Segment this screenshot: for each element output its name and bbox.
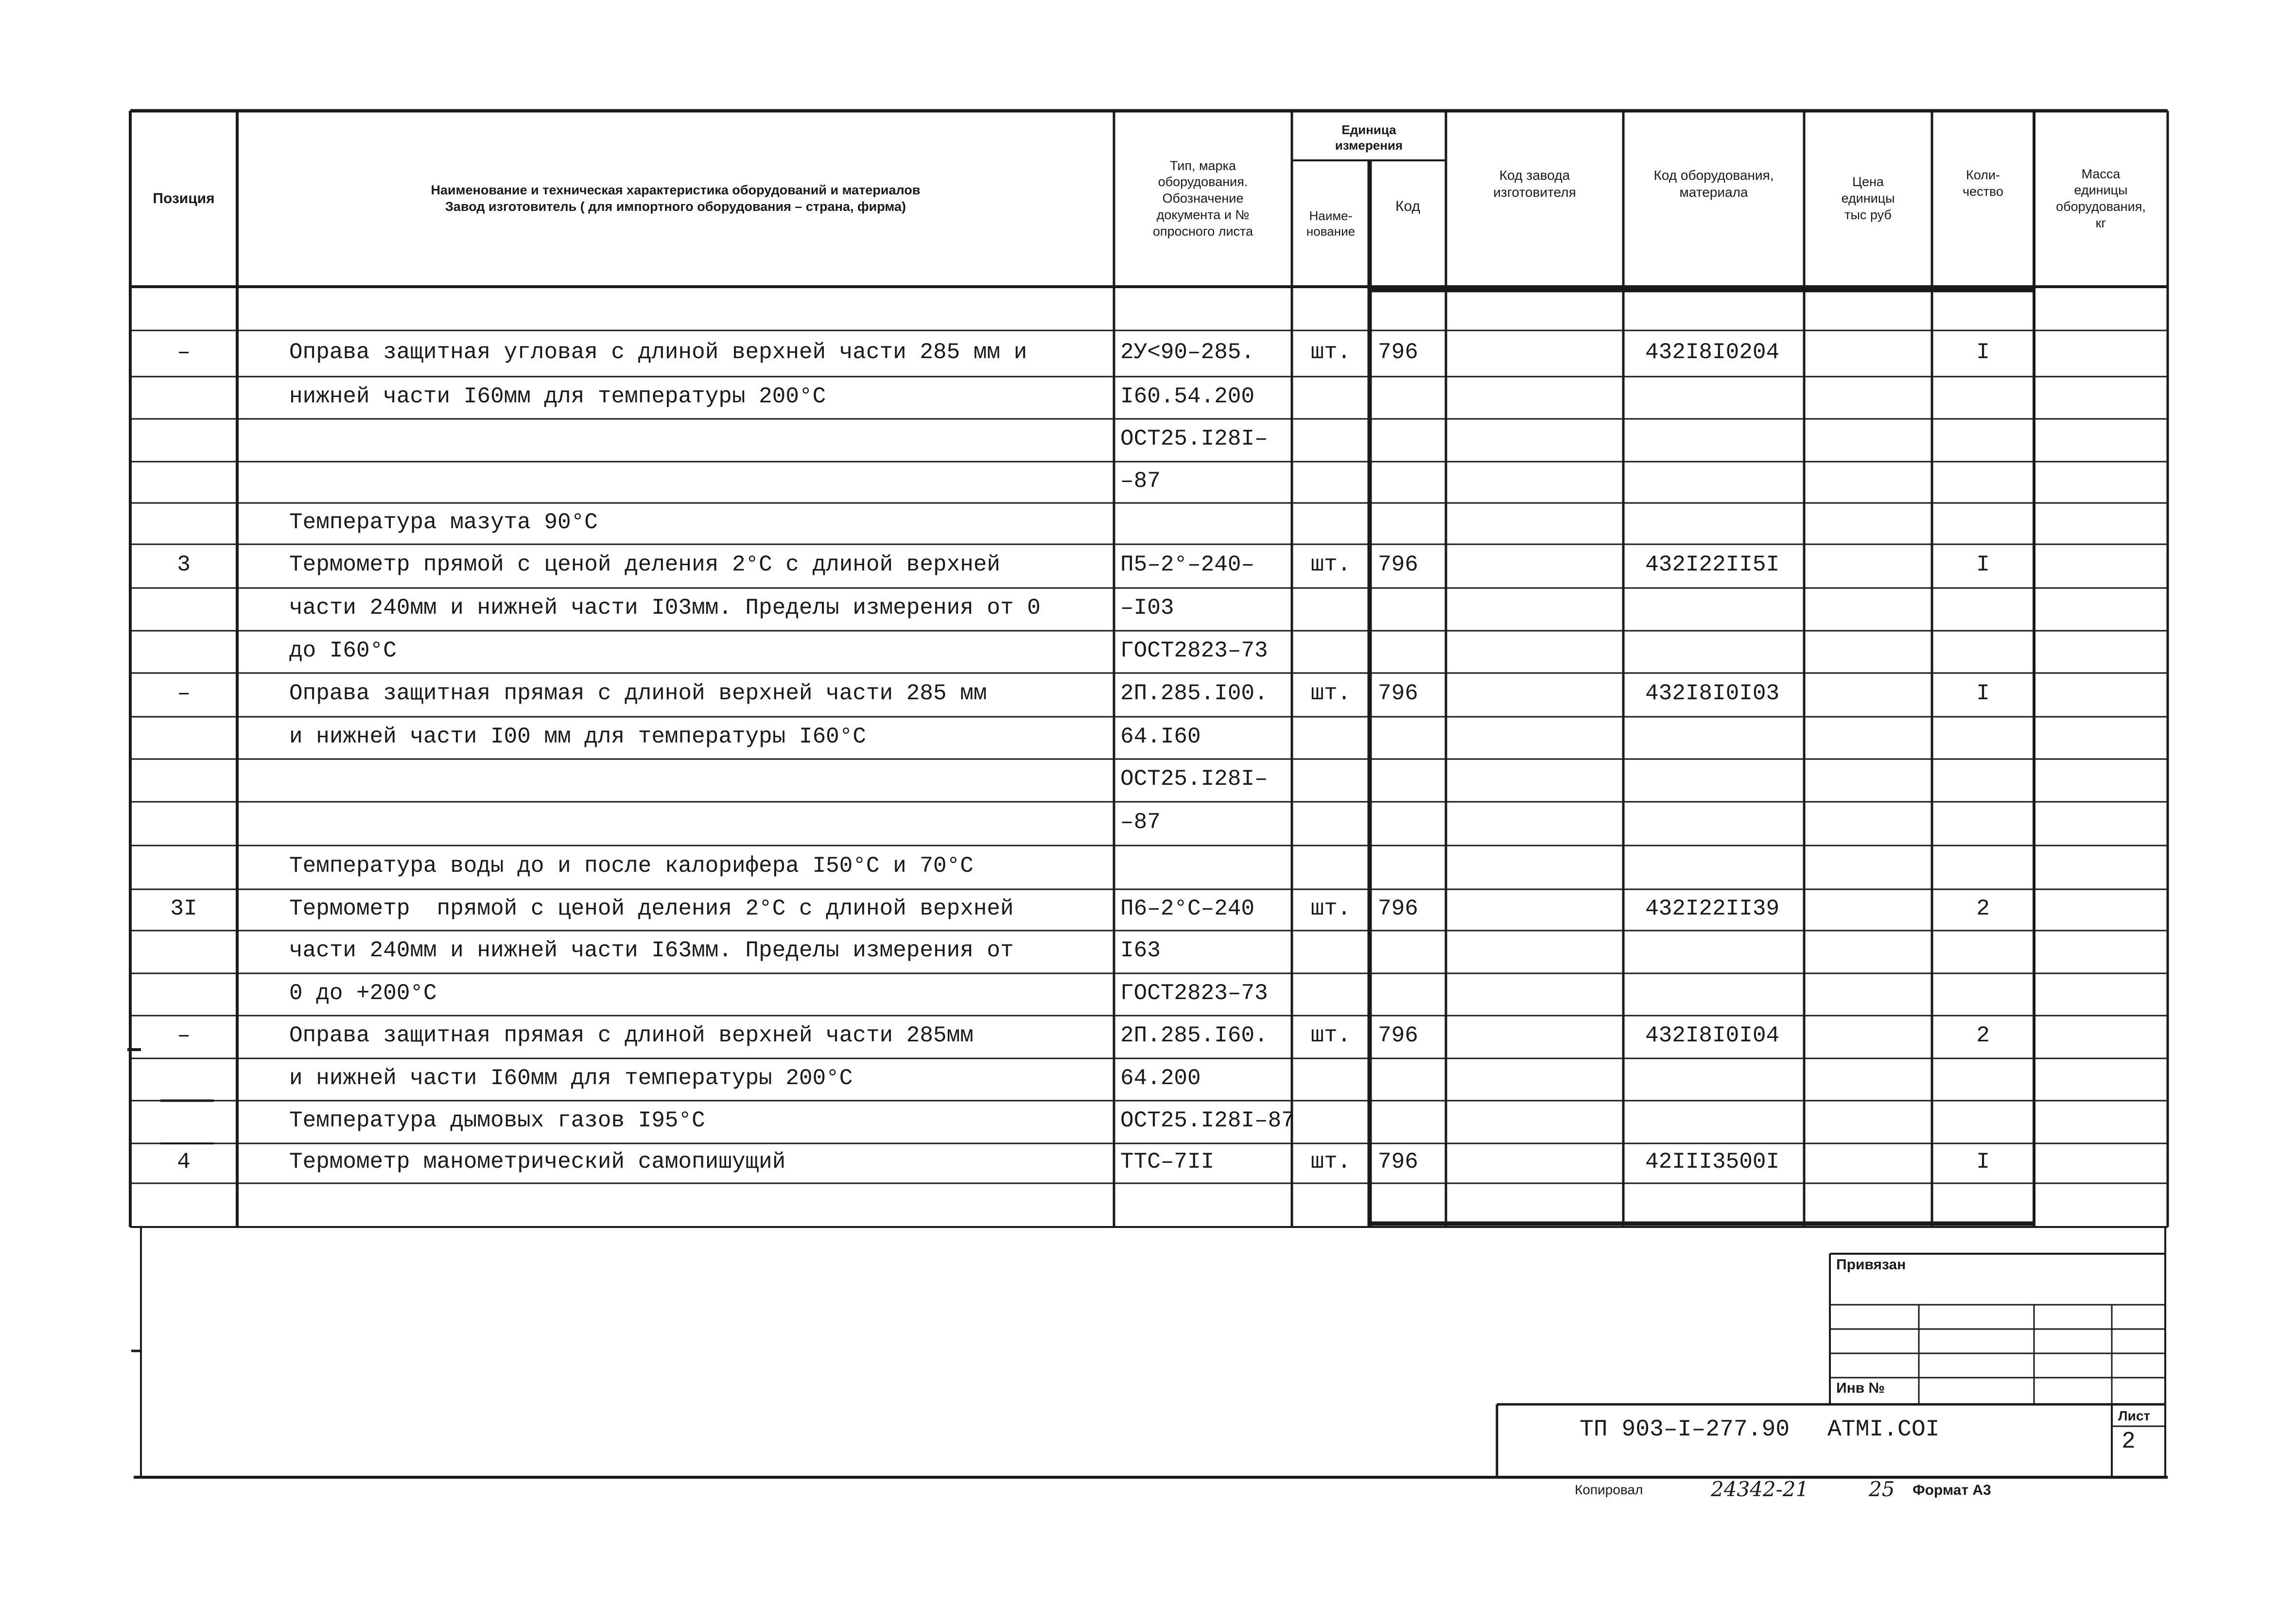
header-factory-code: Код завода изготовителя: [1493, 168, 1576, 200]
cell-qty: 2: [1976, 896, 1990, 921]
cell-type: П6–2°С–240: [1120, 896, 1255, 921]
cell-unit: шт.: [1310, 552, 1351, 577]
cell-qty: 2: [1976, 1023, 1990, 1048]
cell-pos: –: [177, 681, 191, 706]
cell-name: и нижней части I60мм для температуры 200°С: [289, 1066, 853, 1091]
cell-type: П5–2°–240–: [1120, 552, 1255, 577]
footer-copied: Копировал: [1575, 1482, 1643, 1497]
footer-format: Формат А3: [1913, 1482, 1991, 1498]
cell-name: Температура мазута 90°С: [289, 510, 598, 535]
cell-unit: шт.: [1310, 340, 1351, 365]
header-unit-name: Наиме- нование: [1306, 208, 1356, 239]
cell-equip: 432I22II5I: [1645, 552, 1780, 577]
cell-code: 796: [1378, 340, 1418, 365]
cell-name: 0 до +200°С: [289, 981, 437, 1006]
cell-name: Оправа защитная угловая с длиной верхней части 285 мм и: [289, 340, 1027, 365]
cell-unit: шт.: [1310, 1149, 1351, 1175]
cell-type: –87: [1120, 810, 1161, 835]
cell-equip: 432I22II39: [1645, 896, 1780, 921]
cell-type: 64.I60: [1120, 724, 1201, 749]
cell-type: ОСТ25.I28I–: [1120, 766, 1268, 792]
header-unit: Единица измерения: [1335, 122, 1403, 153]
cell-name: нижней части I60мм для температуры 200°С: [289, 384, 826, 409]
header-price: Цена единицы тыс руб: [1841, 174, 1895, 222]
doc-code: АТМI.СОI: [1827, 1417, 1940, 1443]
cell-pos: –: [177, 1023, 191, 1048]
header-quantity: Коли- чество: [1962, 168, 2003, 199]
cell-type: 2П.285.I60.: [1120, 1023, 1268, 1048]
cell-name: части 240мм и нижней части I03мм. Пределы измерения от 0: [289, 595, 1041, 621]
stamp-inv: Инв №: [1836, 1380, 1885, 1396]
cell-type: ОСТ25.I28I–: [1120, 426, 1268, 451]
cell-equip: 432I8I0204: [1645, 340, 1780, 365]
cell-type: ГОСТ2823–73: [1120, 981, 1268, 1006]
sheet-label: Лист: [2118, 1408, 2151, 1423]
header-name: Наименование и техническая характеристика оборудований и материалов Завод изготовитель ( для импортного оборудования – страна, фирма): [431, 183, 921, 214]
cell-name: Термометр прямой с ценой деления 2°С с длиной верхней: [289, 896, 1014, 921]
cell-name: Термометр манометрический самопишущий: [289, 1149, 786, 1175]
cell-pos: 3I: [170, 896, 197, 921]
cell-name: и нижней части I00 мм для температуры I60°С: [289, 724, 866, 749]
cell-name: до I60°С: [289, 638, 397, 663]
cell-name: Оправа защитная прямая с длиной верхней части 285 мм: [289, 681, 987, 706]
cell-pos: –: [177, 340, 191, 365]
footer-order-number: 24342-21: [1711, 1477, 1809, 1501]
cell-unit: шт.: [1310, 1023, 1351, 1048]
cell-qty: I: [1976, 340, 1990, 365]
cell-type: 2П.285.I00.: [1120, 681, 1268, 706]
header-mass: Масса единицы оборудования, кг: [2056, 166, 2146, 230]
cell-type: ОСТ25.I28I–87: [1120, 1108, 1295, 1133]
header-position: Позиция: [153, 190, 215, 207]
cell-type: –87: [1120, 468, 1161, 494]
cell-equip: 432I8I0I04: [1645, 1023, 1780, 1048]
cell-unit: шт.: [1310, 896, 1351, 921]
cell-code: 796: [1378, 552, 1418, 577]
stamp-privyazan: Привязан: [1836, 1257, 1906, 1273]
cell-type: I63: [1120, 938, 1161, 963]
cell-type: I60.54.200: [1120, 384, 1255, 409]
cell-equip: 432I8I0I03: [1645, 681, 1780, 706]
cell-qty: I: [1976, 552, 1990, 577]
cell-qty: I: [1976, 1149, 1990, 1175]
cell-code: 796: [1378, 681, 1418, 706]
header-unit-code: Код: [1395, 198, 1420, 215]
cell-type: 2У<90–285.: [1120, 340, 1255, 365]
cell-name: Оправа защитная прямая с длиной верхней части 285мм: [289, 1023, 974, 1048]
cell-type: 64.200: [1120, 1066, 1201, 1091]
cell-equip: 42III3500I: [1645, 1149, 1780, 1175]
cell-name: Температура воды до и после калорифера I50°С и 70°С: [289, 853, 974, 879]
cell-unit: шт.: [1310, 681, 1351, 706]
cell-pos: 4: [177, 1149, 191, 1175]
cell-name: части 240мм и нижней части I63мм. Пределы измерения от: [289, 938, 1014, 963]
header-equipment-code: Код оборудования, материала: [1653, 168, 1774, 200]
sheet-number: 2: [2122, 1429, 2136, 1455]
cell-qty: I: [1976, 681, 1990, 706]
cell-pos: 3: [177, 552, 191, 577]
cell-type: –I03: [1120, 595, 1174, 621]
footer-sheet-count: 25: [1869, 1477, 1895, 1501]
cell-name: Термометр прямой с ценой деления 2°С с длиной верхней: [289, 552, 1001, 577]
header-type: Тип, марка оборудования. Обозначение документа и № опросного листа: [1152, 158, 1253, 239]
cell-code: 796: [1378, 1023, 1418, 1048]
cell-code: 796: [1378, 896, 1418, 921]
cell-type: ГОСТ2823–73: [1120, 638, 1268, 663]
cell-name: Температура дымовых газов I95°С: [289, 1108, 705, 1133]
doc-number: ТП 903–I–277.90: [1580, 1417, 1790, 1443]
cell-type: ТТС–7II: [1120, 1149, 1215, 1175]
cell-code: 796: [1378, 1149, 1418, 1175]
